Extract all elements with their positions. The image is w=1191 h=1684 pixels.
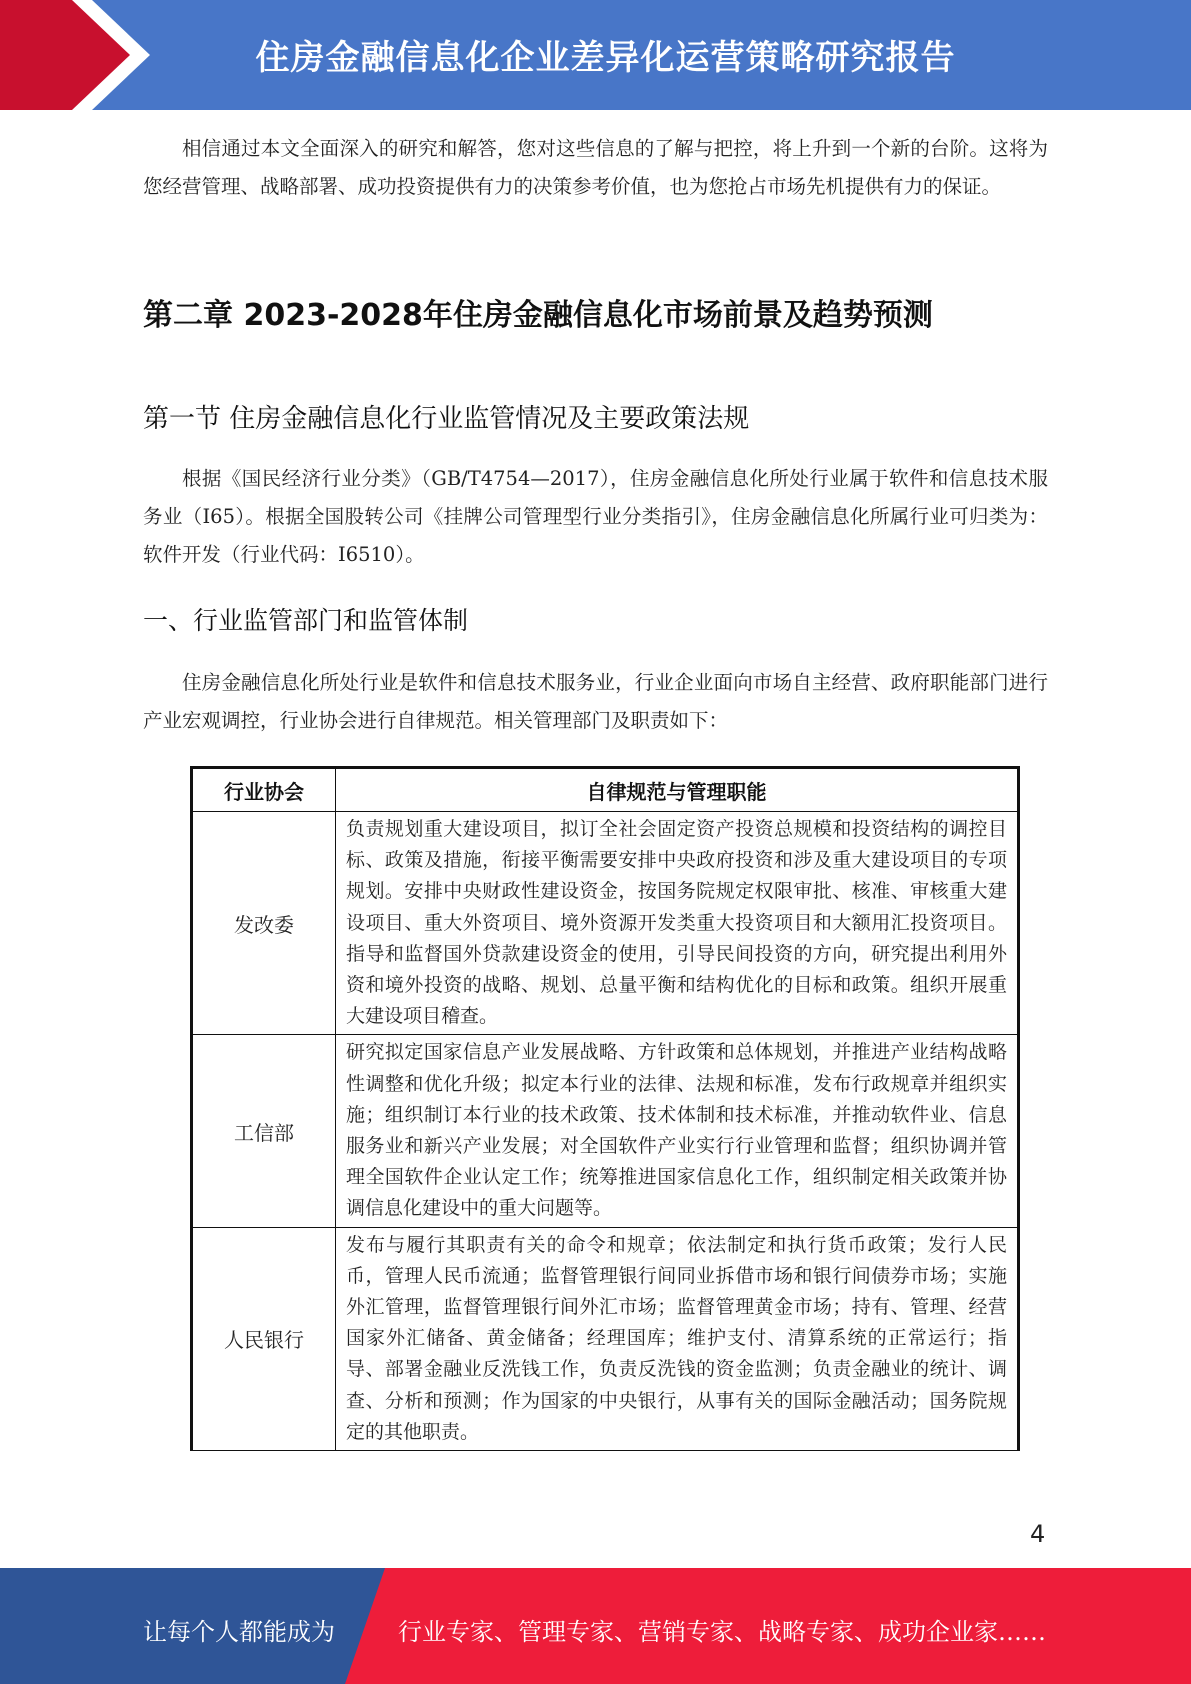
table-cell-duty: 负责规划重大建设项目，拟订全社会固定资产投资总规模和投资结构的调控目标、政策及措施，衔接平衡需要安排中央政府投资和涉及重大建设项目的专项规划。安排中央财政性建设资金，按国务院规定权限审批、核准、审核重大建设项目、重大外资项目、境外资源开发类重大投资项目和大额用汇投资项目。指导和监督国外贷款建设资金的使用，引导民间投资的方向，研究提出利用外资和境外投资的战略、规划、总量平衡和结构优化的目标和政策。组织开展重大建设项目稽查。	[336, 812, 1019, 1035]
page-header	[0, 0, 1191, 110]
section-paragraph: 根据《国民经济行业分类》（GB/T4754—2017），住房金融信息化所处行业属于软件和信息技术服务业（I65）。根据全国股转公司《挂牌公司管理型行业分类指引》，住房金融信息化所属行业可归类为：软件开发（行业代码：I6510）。	[143, 467, 1048, 566]
report-title: 住房金融信息化企业差异化运营策略研究报告	[255, 38, 956, 78]
section-title: 第一节 住房金融信息化行业监管情况及主要政策法规	[143, 404, 750, 434]
table-row	[192, 1035, 1019, 1227]
subsection-paragraph: 住房金融信息化所处行业是软件和信息技术服务业，行业企业面向市场自主经营、政府职能部门进行产业宏观调控，行业协会进行自律规范。相关管理部门及职责如下：	[143, 671, 1048, 732]
footer-slogan-right: 行业专家、管理专家、营销专家、战略专家、成功企业家……	[398, 1618, 1046, 1646]
regulator-table	[190, 766, 1020, 1451]
table-row	[192, 812, 1019, 1035]
table-header-org: 行业协会	[192, 768, 336, 812]
intro-paragraph: 相信通过本文全面深入的研究和解答，您对这些信息的了解与把控，将上升到一个新的台阶。这将为您经营管理、战略部署、成功投资提供有力的决策参考价值，也为您抢占市场先机提供有力的保证。	[143, 137, 1048, 198]
footer-slogan-left: 让每个人都能成为	[143, 1618, 335, 1646]
table-cell-duty: 研究拟定国家信息产业发展战略、方针政策和总体规划，并推进产业结构战略性调整和优化升级；拟定本行业的法律、法规和标准，发布行政规章并组织实施；组织制订本行业的技术政策、技术体制和技术标准，并推动软件业、信息服务业和新兴产业发展；对全国软件产业实行行业管理和监督；组织协调并管理全国软件企业认定工作；统筹推进国家信息化工作，组织制定相关政策并协调信息化建设中的重大问题等。	[336, 1035, 1019, 1227]
table-header-row	[192, 768, 1019, 812]
table-cell-org: 发改委	[192, 812, 336, 1035]
table-row	[192, 1227, 1019, 1450]
table-header-duty: 自律规范与管理职能	[336, 768, 1019, 812]
subsection-block	[143, 664, 1048, 740]
regulator-table-grid	[190, 766, 1020, 1451]
table-cell-org: 工信部	[192, 1035, 336, 1227]
page-footer	[0, 1568, 1191, 1684]
intro-block	[143, 130, 1048, 206]
table-cell-org: 人民银行	[192, 1227, 336, 1450]
table-cell-duty: 发布与履行其职责有关的命令和规章；依法制定和执行货币政策；发行人民币，管理人民币流通；监督管理银行间同业拆借市场和银行间债券市场；实施外汇管理，监督管理银行间外汇市场；监督管理黄金市场；持有、管理、经营国家外汇储备、黄金储备；经理国库；维护支付、清算系统的正常运行；指导、部署金融业反洗钱工作，负责反洗钱的资金监测；负责金融业的统计、调查、分析和预测；作为国家的中央银行，从事有关的国际金融活动；国务院规定的其他职责。	[336, 1227, 1019, 1450]
chapter-title: 第二章 2023-2028年住房金融信息化市场前景及趋势预测	[143, 298, 933, 333]
section-block	[143, 460, 1048, 574]
subsection-title: 一、行业监管部门和监管体制	[143, 606, 469, 635]
page-number: 4	[1030, 1520, 1046, 1548]
